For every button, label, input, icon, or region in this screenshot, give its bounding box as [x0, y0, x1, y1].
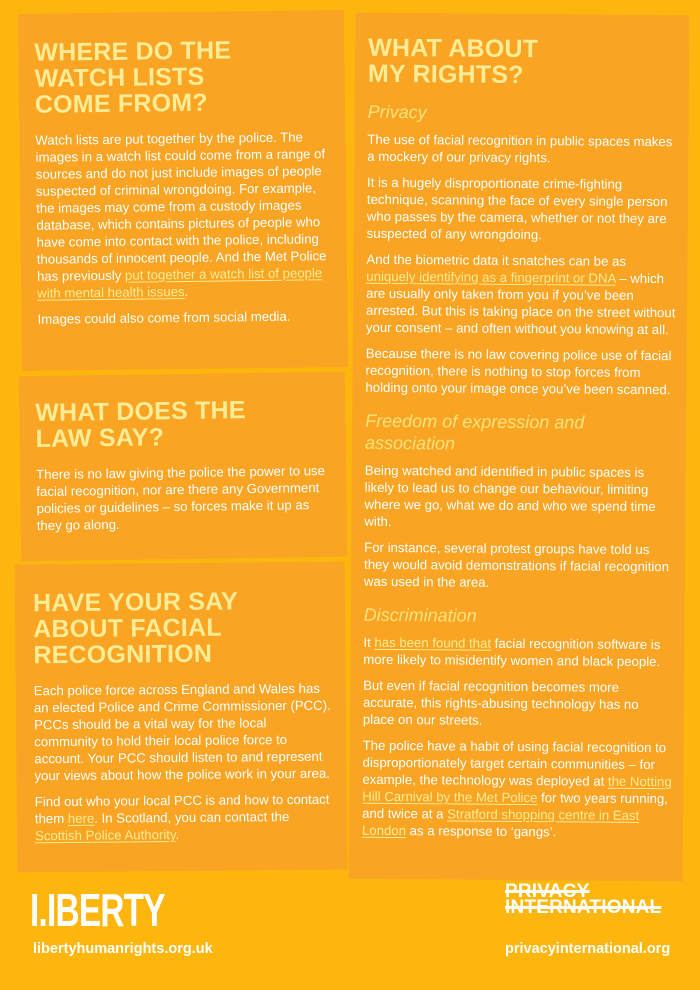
paragraph-text: The police have a habit of using facial recognition to disproportionately target certain communities – for example, the technology was deployed at [362, 737, 667, 789]
subsection-privacy [365, 101, 677, 398]
heading-line: HAVE YOUR SAY [32, 587, 239, 618]
privacy-paragraph-1: The use of facial recognition in public spaces makes a mockery of our privacy rights. [367, 131, 673, 166]
section-watch-lists [18, 10, 348, 371]
heading-line: RECOGNITION [33, 639, 213, 670]
freedom-paragraph-1: Being watched and identified in public spaces is likely to lead us to change our behaviour, limiting where we go, what we do and who we spend time with. [364, 462, 656, 530]
subsection-discrimination [362, 604, 674, 841]
heading-line: COME FROM? [34, 88, 208, 119]
pi-logo-line: INTERNATIONAL [505, 897, 662, 918]
paragraph-text: Watch lists are put together by the police. The images in a watch list could come from a range of sources and do not just include images of people suspected of criminal wrongdoing. For example, the images may come from a custody images database, which contains pictures of people who have come into contact with the police, including thousands of innocent people. And the Met Police has previously [35, 129, 327, 284]
heading-line: WHAT ABOUT [368, 33, 539, 64]
privacy-paragraph-2: It is a hugely disproportionate crime-fighting technique, scanning the face of every single person who passes by the camera, whether or not they are suspected of any wrongdoing. [366, 174, 668, 243]
section-law [19, 372, 348, 562]
link-scottish-police-authority[interactable]: Scottish Police Authority [34, 827, 176, 844]
freedom-paragraph-2: For instance, several protest groups have told us they would avoid demonstrations if facial recognition was used in the area. [363, 539, 670, 590]
my-rights-heading [368, 35, 678, 89]
heading-line: ABOUT FACIAL [33, 613, 222, 644]
paragraph-text: . [184, 283, 189, 299]
privacy-paragraph-4: Because there is no law covering police use of facial recognition, there is nothing to stop forces from holding onto your image once you’ve been scanned. [365, 345, 672, 398]
paragraph-text: . [175, 827, 180, 843]
link-notting-hill-carnival[interactable]: the Notting Hill Carnival by the Met Police [362, 773, 672, 806]
discrimination-paragraph-1 [363, 634, 673, 670]
paragraph-text: for two years running, and twice at a [362, 790, 668, 822]
law-paragraph-1: There is no law giving the police the power to use facial recognition, nor are there any Government policies or guidelines – so forces make it up as they go along. [35, 463, 326, 534]
paragraph-text: – which are usually only taken from you if you’ve been arrested. But this is taking place on the street without your consent – and often without you knowing at all. [365, 270, 676, 338]
paragraph-text: And the biometric data it snatches can be as [366, 251, 627, 269]
watch-lists-paragraph-1 [35, 128, 332, 302]
pi-logo-line: PRIVACY [505, 881, 590, 902]
heading-line: WATCH LISTS [34, 62, 205, 93]
link-find-local-pcc[interactable]: here [67, 810, 95, 826]
heading-line: WHAT DOES THE [35, 396, 246, 428]
privacy-international-logo [505, 881, 662, 918]
link-fingerprint-or-dna[interactable]: uniquely identifying as a fingerprint or DNA [366, 268, 616, 286]
liberty-url: libertyhumanrights.org.uk [33, 941, 213, 957]
freedom-subheading: Freedom of expression and association [364, 410, 585, 454]
link-watch-list-mental-health[interactable]: put together a watch list of people with mental health issues [37, 265, 323, 301]
heading-line: WHERE DO THE [34, 36, 232, 67]
privacy-international-url: privacyinternational.org [505, 941, 671, 957]
heading-line: LAW SAY? [35, 423, 165, 454]
heading-line: MY RIGHTS? [367, 59, 524, 90]
paragraph-text: Find out who your local PCC is and how to contact them [34, 791, 330, 827]
have-your-say-paragraph-2 [35, 791, 332, 845]
subsection-freedom [364, 410, 675, 592]
link-has-been-found[interactable]: has been found that [374, 634, 492, 651]
law-heading [35, 396, 331, 452]
paragraph-text: facial recognition software is more likely to misidentify women and black people. [363, 635, 661, 670]
have-your-say-heading [33, 588, 331, 669]
privacy-subheading: Privacy [367, 101, 427, 123]
discrimination-paragraph-3 [362, 737, 673, 841]
paragraph-text: It [363, 634, 375, 650]
liberty-logo: I.IBERTY [30, 884, 165, 937]
privacy-paragraph-3 [366, 251, 677, 338]
link-stratford-shopping-centre[interactable]: Stratford shopping centre in East London [361, 806, 640, 839]
paragraph-text: . In Scotland, you can contact the [94, 809, 290, 826]
section-my-rights [349, 13, 690, 882]
discrimination-paragraph-2: But even if facial recognition becomes more accurate, this rights-abusing technology has no place on our streets. [362, 677, 639, 728]
have-your-say-paragraph-1: Each police force across England and Wales has an elected Police and Crime Commissioner (PCC). PCCs should be a vital way for the local community to hold their local police force to account. Your PCC should listen to and represent your views about how the police work in your area. [33, 680, 331, 784]
watch-lists-heading [34, 36, 330, 118]
watch-lists-paragraph-2: Images could also come from social media. [37, 308, 291, 327]
section-have-your-say [15, 562, 348, 873]
paragraph-text: as a response to ‘gangs’. [405, 823, 557, 840]
discrimination-subheading: Discrimination [363, 604, 477, 626]
